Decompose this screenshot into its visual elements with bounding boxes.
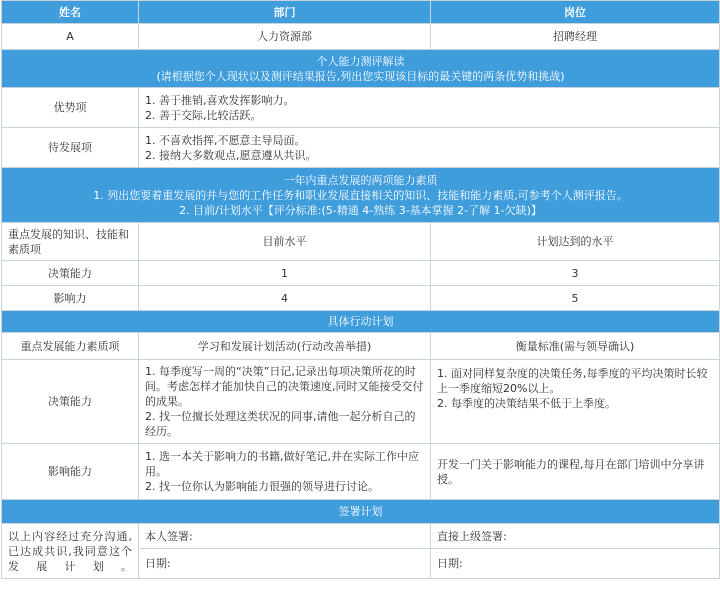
assessment-band — [2, 50, 720, 88]
competency-target: 3 — [431, 261, 720, 286]
plan-item: 决策能力 — [2, 360, 139, 444]
header-row — [2, 1, 720, 24]
plan-activity: 2. 找一位擅长处理这类状况的同事,请他一起分析自己的经历。 — [145, 410, 416, 438]
sign-row — [2, 524, 720, 549]
competency-row — [2, 286, 720, 311]
competency-current: 4 — [139, 286, 431, 311]
sign-title: 签署计划 — [2, 500, 720, 524]
strength-item: 2. 善于交际,比较活跃。 — [145, 108, 262, 122]
competency-current: 1 — [139, 261, 431, 286]
plan-col-activity: 学习和发展计划活动(行动改善举措) — [139, 333, 431, 360]
plan-activity: 2. 找一位你认为影响能力很强的领导进行讨论。 — [145, 480, 379, 493]
competency-header-row — [2, 223, 720, 261]
manager-sign-field[interactable]: 直接上级签署: — [431, 524, 720, 549]
plan-title: 具体行动计划 — [2, 311, 720, 333]
develop-item: 2. 接纳大多数观点,愿意遵从共识。 — [145, 148, 317, 162]
competency-title: 一年内重点发展的两项能力素质 — [283, 173, 438, 187]
sign-band — [2, 500, 720, 524]
self-sign-field[interactable]: 本人签署: — [139, 524, 431, 549]
info-row — [2, 24, 720, 50]
competency-col-item: 重点发展的知识、技能和素质项 — [2, 223, 139, 261]
competency-item: 决策能力 — [2, 261, 139, 286]
strength-item: 1. 善于推销,喜欢发挥影响力。 — [145, 93, 295, 107]
competency-col-current: 目前水平 — [139, 223, 431, 261]
info-position: 招聘经理 — [431, 24, 720, 50]
plan-measure: 2. 每季度的决策结果不低于上季度。 — [437, 397, 616, 410]
header-dept: 部门 — [139, 1, 431, 24]
assessment-title: 个人能力测评解读 — [316, 54, 405, 68]
competency-item: 影响力 — [2, 286, 139, 311]
plan-activity: 1. 每季度写一周的“决策”日记,记录出每项决策所花的时间。考虑怎样才能加快自己的决策速度,同时又能接受交付的成果。 — [145, 365, 424, 408]
plan-activity: 1. 选一本关于影响力的书籍,做好笔记,并在实际工作中应用。 — [145, 450, 419, 478]
development-plan-table — [1, 0, 720, 579]
competency-line1: 1. 列出您要着重发展的并与您的工作任务和职业发展直接相关的知识、技能和能力素质,可参考个人测评报告。 — [93, 188, 628, 202]
develop-label: 待发展项 — [2, 128, 139, 168]
strengths-label: 优势项 — [2, 88, 139, 128]
competency-target: 5 — [431, 286, 720, 311]
plan-row — [2, 444, 720, 500]
develop-row — [2, 128, 720, 168]
competency-row — [2, 261, 720, 286]
header-position: 岗位 — [431, 1, 720, 24]
competency-col-target: 计划达到的水平 — [431, 223, 720, 261]
info-name: A — [2, 24, 139, 50]
competency-band — [2, 168, 720, 223]
manager-date-field[interactable]: 日期: — [431, 549, 720, 579]
plan-col-measure: 衡量标准(需与领导确认) — [431, 333, 720, 360]
competency-line2: 2. 目前/计划水平【评分标准:(5-精通 4-熟练 3-基本掌握 2-了解 1-欠缺)】 — [179, 203, 542, 217]
plan-measure: 开发一门关于影响能力的课程,每月在部门培训中分享讲授。 — [437, 457, 705, 486]
header-name: 姓名 — [2, 1, 139, 24]
develop-item: 1. 不喜欢指挥,不愿意主导局面。 — [145, 133, 306, 147]
plan-measure: 1. 面对同样复杂度的决策任务,每季度的平均决策时长较上一季度缩短20%以上。 — [437, 367, 708, 395]
plan-header-row — [2, 333, 720, 360]
self-date-field[interactable]: 日期: — [139, 549, 431, 579]
assessment-subtitle: (请根据您个人现状以及测评结果报告,列出您实现该目标的最关键的两条优势和挑战) — [156, 69, 565, 83]
strengths-row — [2, 88, 720, 128]
plan-item: 影响能力 — [2, 444, 139, 500]
sign-statement: 以上内容经过充分沟通,已达成共识,我同意这个发展计划。 — [2, 524, 139, 579]
plan-col-item: 重点发展能力素质项 — [2, 333, 139, 360]
plan-row — [2, 360, 720, 444]
info-dept: 人力资源部 — [139, 24, 431, 50]
plan-band — [2, 311, 720, 333]
